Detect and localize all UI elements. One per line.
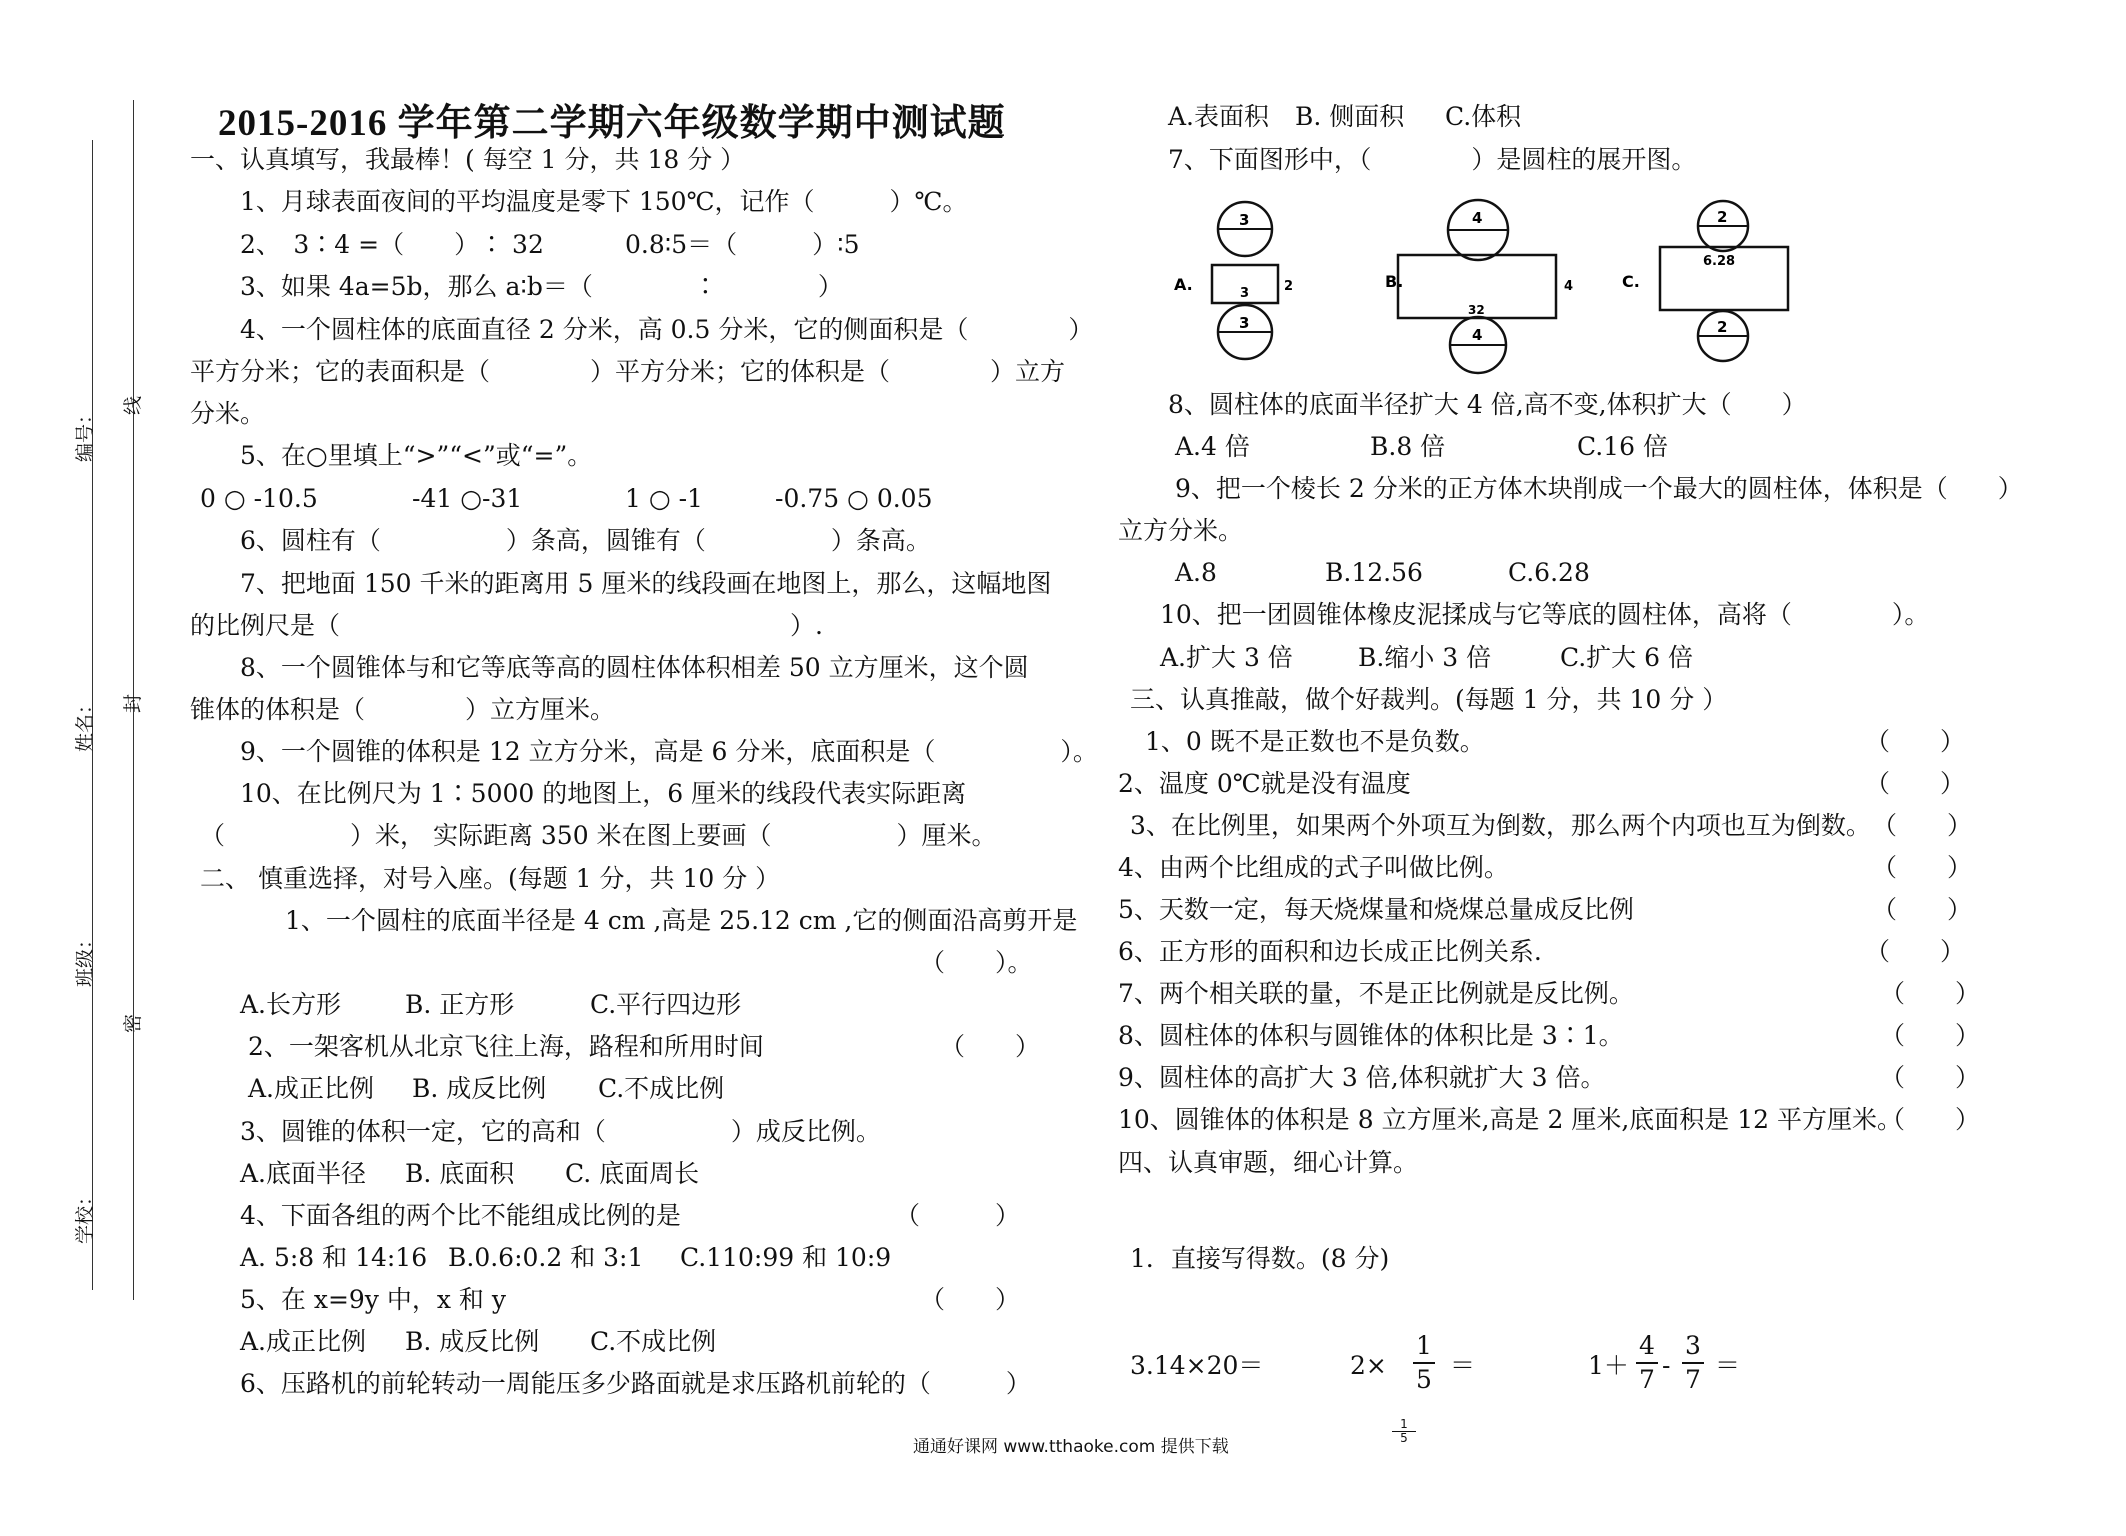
choice-q9-option-b: B.12.56 [1325, 558, 1423, 587]
fill-q8-line2: 锥体的体积是（ ）立方厘米。 [190, 695, 616, 724]
judge-item-6-paren: （ ） [1865, 937, 1966, 966]
judge-item-8-paren: （ ） [1880, 1021, 1981, 1050]
section-1-heading: 一、认真填写，我最棒！( 每空 1 分，共 18 分 ） [190, 145, 746, 174]
fill-q4-line1: 4、一个圆柱体的底面直径 2 分米，高 0.5 分米，它的侧面积是（ ） [240, 315, 1094, 344]
fill-q5: 5、在○里填上“>”“<”或“=”。 [240, 441, 593, 470]
calc-3-fraction-1 [1636, 1332, 1658, 1394]
choice-q1-line1: 1、一个圆柱的底面半径是 4 cm ,高是 25.12 cm ,它的侧面沿高剪开是 [285, 906, 1078, 935]
judge-item-9-paren: （ ） [1880, 1063, 1981, 1092]
margin-label-xuexiao: 学校： [74, 1186, 97, 1245]
margin-label-mi: 密 [122, 1013, 145, 1034]
footer-page-fraction [1392, 1418, 1416, 1445]
choice-q2-option-c: C.不成比例 [598, 1074, 725, 1103]
calc-2-fraction [1413, 1332, 1435, 1394]
calc-3-numerator-1: 4 [1639, 1331, 1655, 1360]
judge-item-4-paren: （ ） [1872, 853, 1973, 882]
figure-c-label: C. [1622, 272, 1640, 291]
choice-q4-option-c: C.110:99 和 10:9 [680, 1243, 892, 1272]
figure-a-bottom-value: 3 [1239, 314, 1250, 332]
figure-a-label: A. [1174, 275, 1193, 294]
fill-q9: 9、一个圆锥的体积是 12 立方分米，高是 6 分米，底面积是（ ）。 [240, 737, 1098, 766]
fill-q5-item-3: 1 ○ -1 [625, 484, 703, 513]
choice-q2-paren: （ ） [940, 1032, 1041, 1061]
choice-q3-option-c: C. 底面周长 [565, 1159, 700, 1188]
choice-q10-option-b: B.缩小 3 倍 [1358, 643, 1492, 672]
calc-2-numerator: 1 [1416, 1331, 1432, 1360]
fill-q7-line1: 7、把地面 150 千米的距离用 5 厘米的线段画在地图上，那么，这幅地图 [240, 569, 1052, 598]
choice-q8-option-a: A.4 倍 [1175, 432, 1250, 461]
cylinder-net-figures [1160, 195, 1820, 375]
fill-q5-item-1: 0 ○ -10.5 [200, 484, 318, 513]
judge-item-6: 6、正方形的面积和边长成正比例关系. [1118, 937, 1542, 966]
fill-q2a: 2、 3∶4 =（ ）∶ 32 [240, 230, 544, 259]
choice-q4-option-a: A. 5:8 和 14:16 [240, 1243, 428, 1272]
figure-b-bottom-value: 4 [1472, 326, 1483, 344]
footer-page-total: 5 [1400, 1431, 1408, 1445]
judge-item-8: 8、圆柱体的体积与圆锥体的体积比是 3∶1。 [1118, 1021, 1624, 1050]
calc-1: 3.14×20＝ [1130, 1351, 1264, 1380]
footer-text: 通通好课网 www.tthaoke.com 提供下载 [913, 1437, 1229, 1457]
choice-q6-option-a: A.表面积 [1168, 102, 1270, 131]
choice-q8: 8、圆柱体的底面半径扩大 4 倍,高不变,体积扩大（ ） [1168, 390, 1807, 419]
judge-item-9: 9、圆柱体的高扩大 3 倍,体积就扩大 3 倍。 [1118, 1063, 1606, 1092]
choice-q8-option-b: B.8 倍 [1370, 432, 1446, 461]
choice-q7: 7、下面图形中，（ ）是圆柱的展开图。 [1168, 145, 1697, 174]
choice-q5-paren: （ ） [920, 1285, 1021, 1314]
figure-a-rect-value: 3 [1240, 286, 1250, 301]
fill-q10-line1: 10、在比例尺为 1∶5000 的地图上，6 厘米的线段代表实际距离 [240, 779, 967, 808]
choice-q4: 4、下面各组的两个比不能组成比例的是 [240, 1201, 681, 1230]
calc-3-prefix: 1＋ [1588, 1351, 1629, 1380]
section-2-heading: 二、 慎重选择，对号入座。(每题 1 分，共 10 分 ） [200, 864, 781, 893]
choice-q5-option-c: C.不成比例 [590, 1327, 717, 1356]
fill-q4-line3: 分米。 [190, 399, 266, 428]
calc-3-fraction-2 [1682, 1332, 1704, 1394]
choice-q5-option-a: A.成正比例 [240, 1327, 367, 1356]
figure-b-top-value: 4 [1472, 209, 1483, 227]
choice-q6-option-c: C.体积 [1445, 102, 1522, 131]
judge-item-4: 4、由两个比组成的式子叫做比例。 [1118, 853, 1509, 882]
margin-label-banji: 班级： [74, 929, 97, 988]
choice-q9-line2: 立方分米。 [1118, 516, 1244, 545]
choice-q10-option-c: C.扩大 6 倍 [1560, 643, 1693, 672]
judge-item-7: 7、两个相关联的量，不是正比例就是反比例。 [1118, 979, 1634, 1008]
judge-item-3: 3、在比例里，如果两个外项互为倒数，那么两个内项也互为倒数。 [1130, 811, 1871, 840]
choice-q10-option-a: A.扩大 3 倍 [1160, 643, 1293, 672]
judge-item-7-paren: （ ） [1880, 979, 1981, 1008]
choice-q4-option-b: B.0.6:0.2 和 3:1 [448, 1243, 644, 1272]
choice-q3-option-a: A.底面半径 [240, 1159, 367, 1188]
margin-label-xian: 线 [122, 395, 145, 416]
fill-q7-line2: 的比例尺是（ ）. [190, 611, 823, 640]
choice-q8-option-c: C.16 倍 [1577, 432, 1668, 461]
section-3-heading: 三、认真推敲，做个好裁判。(每题 1 分，共 10 分 ） [1130, 685, 1728, 714]
fill-q4-line2: 平方分米；它的表面积是（ ）平方分米；它的体积是（ ）立方 [190, 357, 1066, 386]
page-title: 2015-2016 学年第二学期六年级数学期中测试题 [218, 103, 1006, 144]
figure-a-top-value: 3 [1239, 211, 1250, 229]
judge-item-3-paren: （ ） [1872, 811, 1973, 840]
footer-page-current: 1 [1400, 1417, 1408, 1431]
fill-q2b: 0.8∶5＝（ ）∶5 [625, 230, 860, 259]
fill-q1: 1、月球表面夜间的平均温度是零下 150℃，记作（ ）℃。 [240, 187, 968, 216]
fill-q8-line1: 8、一个圆锥体与和它等底等高的圆柱体体积相差 50 立方厘米，这个圆 [240, 653, 1029, 682]
fill-q6: 6、圆柱有（ ）条高，圆锥有（ ）条高。 [240, 526, 931, 555]
calc-2-denominator: 5 [1416, 1365, 1432, 1394]
choice-q2-option-a: A.成正比例 [248, 1074, 375, 1103]
judge-item-5-paren: （ ） [1872, 895, 1973, 924]
choice-q5-option-b: B. 成反比例 [405, 1327, 540, 1356]
figure-c-top-value: 2 [1717, 208, 1728, 226]
choice-q6: 6、压路机的前轮转动一周能压多少路面就是求压路机前轮的（ ） [240, 1369, 1031, 1398]
fill-q5-item-4: -0.75 ○ 0.05 [775, 484, 933, 513]
margin-label-bianhao: 编号： [74, 404, 97, 463]
figure-b-rect-value: 32 [1468, 303, 1485, 317]
calc-2-prefix: 2× [1350, 1351, 1387, 1380]
margin-label-feng: 封 [122, 693, 145, 714]
choice-q2: 2、一架客机从北京飞往上海，路程和所用时间 [248, 1032, 764, 1061]
judge-item-2-paren: （ ） [1865, 769, 1966, 798]
choice-q1-option-c: C.平行四边形 [590, 990, 742, 1019]
choice-q1-paren: （ ）。 [920, 948, 1033, 977]
margin-label-xingming: 姓名： [74, 694, 97, 753]
choice-q5: 5、在 x=9y 中，x 和 y [240, 1285, 506, 1314]
choice-q10: 10、把一团圆锥体橡皮泥揉成与它等底的圆柱体，高将（ ）。 [1160, 600, 1930, 629]
choice-q1-option-b: B. 正方形 [405, 990, 515, 1019]
figure-a-side-value: 2 [1284, 279, 1294, 294]
judge-item-1: 1、0 既不是正数也不是负数。 [1145, 727, 1485, 756]
choice-q9-line1: 9、把一个棱长 2 分米的正方体木块削成一个最大的圆柱体，体积是（ ） [1175, 474, 2023, 503]
choice-q9-option-c: C.6.28 [1508, 558, 1590, 587]
fill-q5-item-2: -41 ○-31 [412, 484, 523, 513]
choice-q1-option-a: A.长方形 [240, 990, 342, 1019]
figure-b-side-value: 4 [1564, 279, 1574, 294]
section-4-heading: 四、认真审题，细心计算。 [1118, 1148, 1419, 1177]
choice-q9-option-a: A.8 [1175, 558, 1217, 587]
figure-b-label: B. [1385, 272, 1404, 291]
figure-c-bottom-value: 2 [1717, 318, 1728, 336]
fill-q3: 3、如果 4a=5b，那么 a∶b＝（ ∶ ） [240, 272, 843, 301]
choice-q4-paren: （ ） [895, 1201, 1021, 1230]
judge-item-2: 2、温度 0℃就是没有温度 [1118, 769, 1411, 798]
calc-3-equals: ＝ [1715, 1351, 1741, 1380]
calc-3-numerator-2: 3 [1685, 1331, 1701, 1360]
calc-3-denominator-2: 7 [1685, 1365, 1701, 1394]
judge-item-5: 5、天数一定，每天烧煤量和烧煤总量成反比例 [1118, 895, 1634, 924]
choice-q2-option-b: B. 成反比例 [412, 1074, 547, 1103]
fill-q10-line2: （ ）米， 实际距离 350 米在图上要画（ ）厘米。 [200, 821, 997, 850]
choice-q6-option-b: B. 侧面积 [1295, 102, 1405, 131]
calc-heading: 1．直接写得数。(8 分) [1130, 1244, 1390, 1273]
choice-q3: 3、圆锥的体积一定，它的高和（ ）成反比例。 [240, 1117, 881, 1146]
judge-item-10-paren: （ ） [1880, 1105, 1981, 1134]
calc-3-denominator-1: 7 [1639, 1365, 1655, 1394]
figure-c-rect-value: 6.28 [1703, 254, 1736, 269]
calc-2-equals: ＝ [1450, 1351, 1476, 1380]
judge-item-10: 10、圆锥体的体积是 8 立方厘米,高是 2 厘米,底面积是 12 平方厘米。 [1118, 1105, 1903, 1134]
calc-3-operator: - [1662, 1351, 1671, 1380]
judge-item-1-paren: （ ） [1865, 727, 1966, 756]
choice-q3-option-b: B. 底面积 [405, 1159, 515, 1188]
